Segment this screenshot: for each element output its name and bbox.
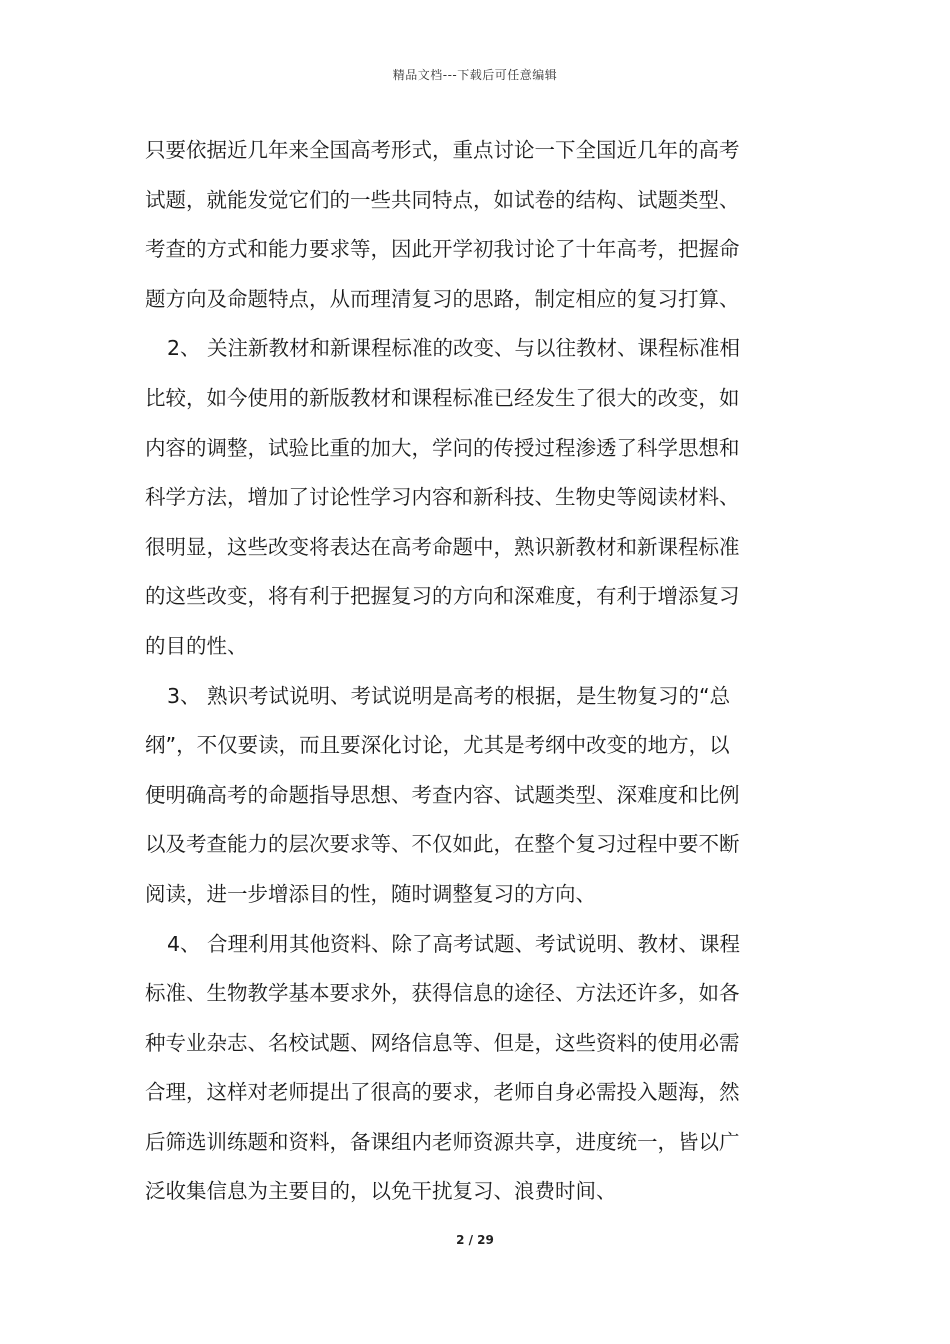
text-line: 的这些改变，将有利于把握复习的方向和深难度，有利于增添复习	[145, 584, 740, 609]
text-line: 的目的性、	[145, 633, 248, 658]
text-line: 以及考查能力的层次要求等、不仅如此，在整个复习过程中要不断	[145, 832, 740, 857]
text-line: 比较，如今使用的新版教材和课程标准已经发生了很大的改变，如	[145, 385, 740, 410]
text-line: 试题，就能发觉它们的一些共同特点，如试卷的结构、试题类型、	[145, 187, 740, 212]
text-line: 便明确高考的命题指导思想、考查内容、试题类型、深难度和比例	[145, 782, 740, 807]
text-line: 阅读，进一步增添目的性，随时调整复习的方向、	[145, 881, 596, 906]
document-body	[145, 126, 810, 1217]
text-line: 很明显，这些改变将表达在高考命题中，熟识新教材和新课程标准	[145, 534, 740, 559]
text-line: 内容的调整，试验比重的加大，学问的传授过程渗透了科学思想和	[145, 435, 740, 460]
text-line: 标准、生物教学基本要求外，获得信息的途径、方法还许多，如各	[145, 981, 740, 1006]
numbered-paragraph-start: 2、 关注新教材和新课程标准的改变、与以往教材、课程标准相	[167, 336, 741, 361]
page-number: 2 / 29	[456, 1233, 494, 1247]
text-line: 后筛选训练题和资料，备课组内老师资源共享，进度统一，皆以广	[145, 1129, 740, 1154]
text-line: 科学方法，增加了讨论性学习内容和新科技、生物史等阅读材料、	[145, 485, 740, 510]
text-line: 题方向及命题特点，从而理清复习的思路，制定相应的复习打算、	[145, 286, 740, 311]
text-line: 只要依据近几年来全国高考形式，重点讨论一下全国近几年的高考	[145, 138, 740, 162]
text-line: 考查的方式和能力要求等，因此开学初我讨论了十年高考，把握命	[145, 237, 740, 262]
text-line: 泛收集信息为主要目的，以免干扰复习、浪费时间、	[145, 1179, 617, 1204]
text-line: 合理，这样对老师提出了很高的要求，老师自身必需投入题海，然	[145, 1080, 740, 1105]
page-header: 精品文档---下载后可任意编辑	[392, 68, 558, 82]
text-line: 种专业杂志、名校试题、网络信息等、但是，这些资料的使用必需	[145, 1030, 740, 1055]
text-line: 纲”，不仅要读，而且要深化讨论，尤其是考纲中改变的地方，以	[145, 733, 730, 758]
numbered-paragraph-start: 3、 熟识考试说明、考试说明是高考的根据，是生物复习的“总	[167, 683, 731, 708]
numbered-paragraph-start: 4、 合理利用其他资料、除了高考试题、考试说明、教材、课程	[167, 931, 741, 956]
